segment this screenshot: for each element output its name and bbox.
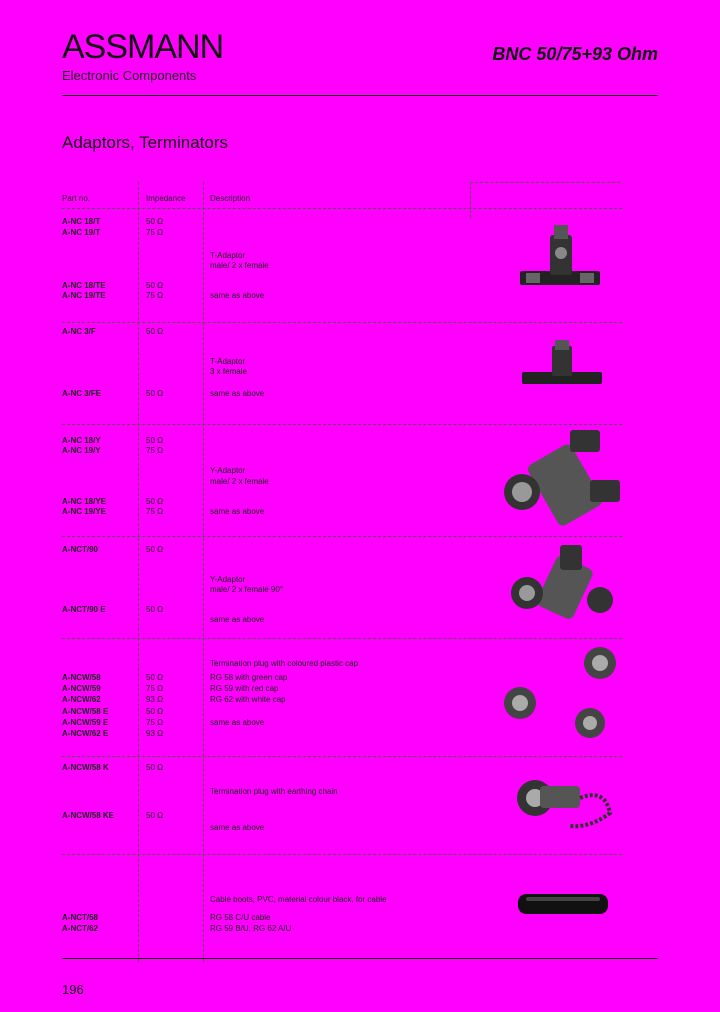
brand-logo: ASSMANN [62,28,224,66]
t-adaptor-female-image [522,340,602,395]
description-text: RG 59 with red cap [210,684,279,693]
page-number: 196 [62,982,84,997]
impedance-value: 93 Ω [146,695,164,704]
impedance-value: 50 Ω [146,811,164,820]
description-text: Y-Adaptor [210,466,246,475]
column-divider [203,182,204,962]
impedance-value: 50 Ω [146,545,164,554]
impedance-value: 50 Ω [146,327,164,336]
impedance-value: 75 Ω [146,718,164,727]
description-title: Termination plug with coloured plastic cap [210,659,359,668]
y-adaptor-image [500,430,620,530]
impedance-value: 93 Ω [146,729,164,738]
part-number: A-NCT/90 E [62,605,106,614]
impedance-value: 50 Ω [146,673,164,682]
impedance-value: 50 Ω [146,281,164,290]
y-adaptor-90-image [505,545,615,635]
description-text: T-Adaptor [210,251,246,260]
impedance-value: 75 Ω [146,291,164,300]
table-top-rule [470,182,620,183]
part-number: A-NCW/59 E [62,718,109,727]
column-header-part: Part no. [62,194,91,203]
impedance-value: 75 Ω [146,446,164,455]
description-text: 3 x female [210,367,247,376]
description-text: same as above [210,615,265,624]
part-number: A-NCW/58 E [62,707,109,716]
part-number: A-NCW/58 K [62,763,109,772]
description-text: RG 59 B/U, RG 62 A/U [210,924,292,933]
group-divider [62,322,622,323]
part-number: A-NCW/58 KE [62,811,115,820]
impedance-value: 50 Ω [146,763,164,772]
part-number: A-NCT/62 [62,924,99,933]
description-text: male/ 2 x female [210,477,269,486]
part-number: A-NCW/62 E [62,729,109,738]
impedance-value: 50 Ω [146,436,164,445]
group-divider [62,536,622,537]
description-text: male/ 2 x female [210,261,269,270]
part-number: A-NC 3/F [62,327,96,336]
impedance-value: 50 Ω [146,605,164,614]
part-number: A-NC 18/TE [62,281,106,290]
part-number: A-NC 3/FE [62,389,102,398]
description-text: RG 62 with white cap [210,695,286,704]
description-text: male/ 2 x female 90° [210,585,284,594]
impedance-value: 50 Ω [146,497,164,506]
brand-subtitle: Electronic Components [62,68,197,83]
product-title: BNC 50/75+93 Ohm [492,44,658,64]
impedance-value: 75 Ω [146,228,164,237]
impedance-value: 75 Ω [146,507,164,516]
impedance-value: 50 Ω [146,707,164,716]
section-title: Adaptors, Terminators [62,133,228,152]
impedance-value: 50 Ω [146,217,164,226]
header-rule [62,95,658,96]
column-header-description: Description [210,194,251,203]
impedance-value: 50 Ω [146,389,164,398]
description-text: same as above [210,291,265,300]
part-number: A-NC 18/YE [62,497,107,506]
description-text: T-Adaptor [210,357,246,366]
column-divider [470,182,471,218]
part-number: A-NCW/59 [62,684,101,693]
part-number: A-NC 19/YE [62,507,107,516]
description-text: same as above [210,507,265,516]
description-text: same as above [210,718,265,727]
column-header-impedance: Impedance [146,194,186,203]
termination-plugs-image [490,645,630,745]
description-text: RG 58 with green cap [210,673,288,682]
description-text: same as above [210,389,265,398]
description-text: Y-Adaptor [210,575,246,584]
group-divider [62,756,622,757]
footer-rule [62,958,658,959]
cable-boot-image [518,892,608,916]
group-divider [62,424,622,425]
description-text: Termination plug with earthing chain [210,787,338,796]
column-divider [138,182,139,962]
part-number: A-NC 19/TE [62,291,106,300]
t-adaptor-image [520,225,600,295]
part-number: A-NC 18/Y [62,436,101,445]
termination-plug-chain-image [510,768,620,838]
description-text: RG 58 C/U cable [210,913,271,922]
group-divider [62,854,622,855]
part-number: A-NCT/90 [62,545,99,554]
part-number: A-NCW/62 [62,695,101,704]
part-number: A-NC 19/Y [62,446,101,455]
part-number: A-NCW/58 [62,673,101,682]
description-text: same as above [210,823,265,832]
part-number: A-NC 19/T [62,228,101,237]
impedance-value: 75 Ω [146,684,164,693]
part-number: A-NCT/58 [62,913,99,922]
part-number: A-NC 18/T [62,217,101,226]
description-title: Cable boots, PVC, material colour black, for cable [210,895,387,904]
table-header-rule [62,208,622,209]
group-divider [62,638,622,639]
